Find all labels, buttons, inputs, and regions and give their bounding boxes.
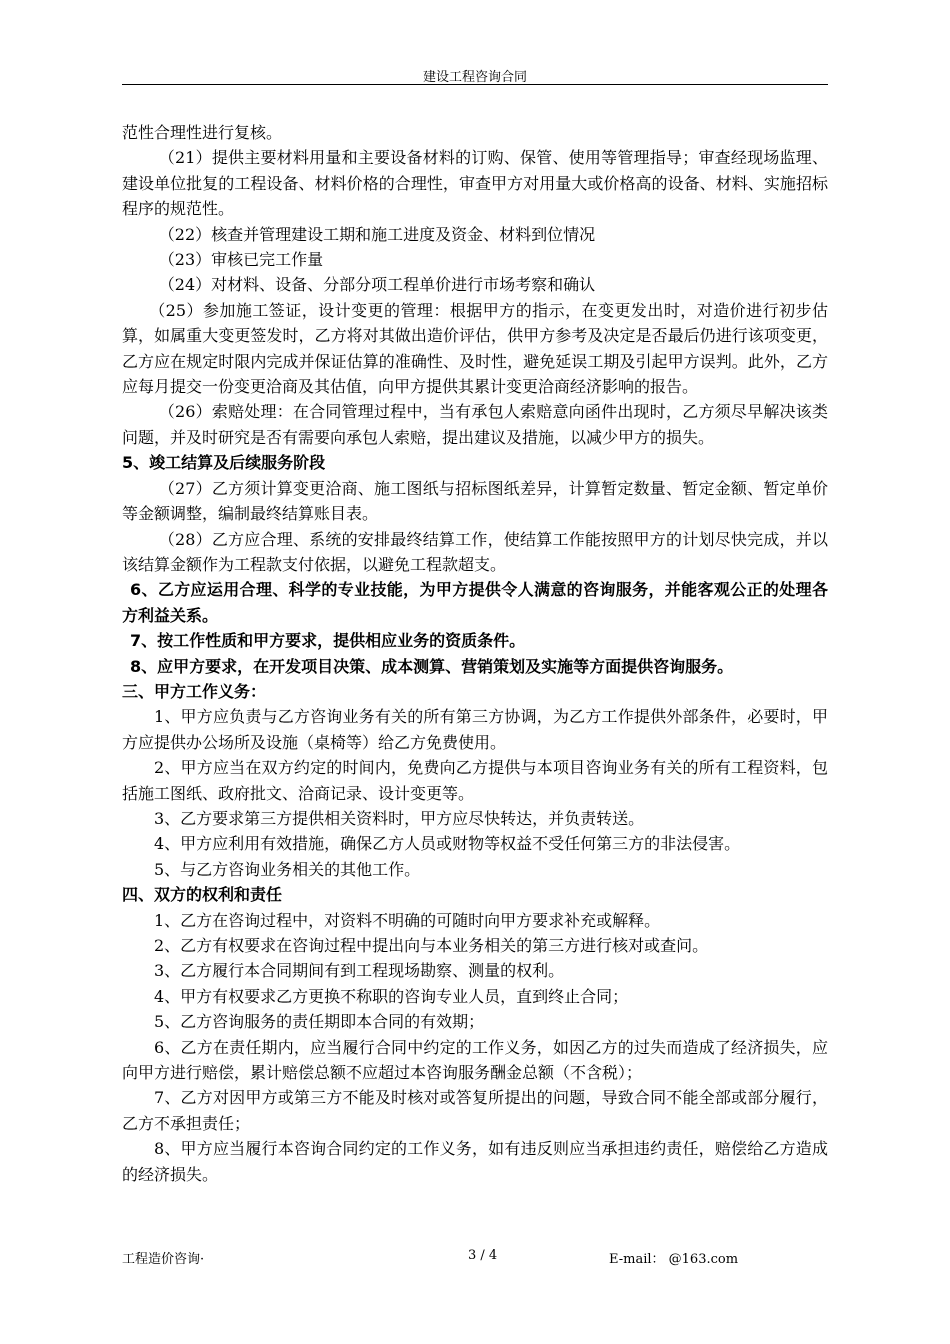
paragraph: （21）提供主要材料用量和主要设备材料的订购、保管、使用等管理指导；审查经现场监理、建设单位批复的工程设备、材料价格的合理性，审查甲方对用量大或价格高的设备、材料、实施招标程序的规范性。 <box>122 148 828 219</box>
paragraph: 2、甲方应当在双方约定的时间内，免费向乙方提供与本项目咨询业务有关的所有工程资料，包括施工图纸、政府批文、洽商记录、设计变更等。 <box>122 758 828 803</box>
bold-clause: 6、乙方应运用合理、科学的专业技能，为甲方提供令人满意的咨询服务，并能客观公正的处理各方利益关系。 <box>122 580 828 625</box>
paragraph: （22）核查并管理建设工期和施工进度及资金、材料到位情况 <box>158 224 596 244</box>
header-divider <box>122 84 828 85</box>
paragraph: 4、甲方有权要求乙方更换不称职的咨询专业人员，直到终止合同； <box>154 986 629 1006</box>
paragraph: （25）参加施工签证，设计变更的管理：根据甲方的指示，在变更发出时，对造价进行初步估算，如属重大变更签发时，乙方将对其做出造价评估，供甲方参考及决定是否最后仍进行该项变更，乙方应在规定时限内完成并保证估算的准确性、及时性，避免延误工期及引起甲方误判。此外，乙方应每月提交一份变更洽商及其估值，向甲方提供其累计变更洽商经济影响的报告。 <box>122 300 828 397</box>
footer-left-text: 工程造价咨询· <box>122 1252 205 1267</box>
paragraph: 5、与乙方咨询业务相关的其他工作。 <box>154 859 421 879</box>
paragraph: 3、乙方履行本合同期间有到工程现场勘察、测量的权利。 <box>154 961 565 981</box>
page-header: 建设工程咨询合同 <box>422 70 527 85</box>
paragraph: 7、乙方对因甲方或第三方不能及时核对或答复所提出的问题，导致合同不能全部或部分履行，乙方不承担责任； <box>122 1088 828 1133</box>
paragraph: （28）乙方应合理、系统的安排最终结算工作，使结算工作能按照甲方的计划尽快完成，并以该结算金额作为工程款支付依据，以避免工程款超支。 <box>122 529 828 574</box>
bold-clause: 8、应甲方要求，在开发项目决策、成本测算、营销策划及实施等方面提供咨询服务。 <box>130 656 734 676</box>
paragraph: 5、乙方咨询服务的责任期即本合同的有效期； <box>154 1012 485 1032</box>
paragraph: （27）乙方须计算变更洽商、施工图纸与招标图纸差异，计算暂定数量、暂定金额、暂定单价等金额调整，编制最终结算账目表。 <box>122 478 828 524</box>
paragraph: （24）对材料、设备、分部分项工程单价进行市场考察和确认 <box>158 275 596 295</box>
paragraph: （23）审核已完工作量 <box>158 250 324 270</box>
paragraph: 1、乙方在咨询过程中，对资料不明确的可随时向甲方要求补充或解释。 <box>154 910 661 930</box>
paragraph: 3、乙方要求第三方提供相关资料时，甲方应尽快转达，并负责转送。 <box>154 808 645 828</box>
page-number: 3 / 4 <box>468 1248 498 1263</box>
paragraph: 4、甲方应利用有效措施，确保乙方人员或财物等权益不受任何第三方的非法侵害。 <box>154 834 741 854</box>
paragraph: 1、甲方应负责与乙方咨询业务有关的所有第三方协调，为乙方工作提供外部条件，必要时，甲方应提供办公场所及设施（桌椅等）给乙方免费使用。 <box>122 707 828 752</box>
paragraph: （26）索赔处理：在合同管理过程中，当有承包人索赔意向函件出现时，乙方须尽早解决该类问题，并及时研究是否有需要向承包人索赔，提出建议及措施，以减少甲方的损失。 <box>122 402 828 447</box>
paragraph: 8、甲方应当履行本咨询合同约定的工作义务，如有违反则应当承担违约责任，赔偿给乙方造成的经济损失。 <box>122 1139 828 1184</box>
bold-clause: 7、按工作性质和甲方要求，提供相应业务的资质条件。 <box>130 631 526 651</box>
section-heading: 四、双方的权利和责任 <box>122 885 283 905</box>
footer-email: E-mail： @163.com <box>609 1252 739 1267</box>
paragraph: 范性合理性进行复核。 <box>122 123 283 142</box>
section-heading: 5、竣工结算及后续服务阶段 <box>122 453 326 473</box>
paragraph: 6、乙方在责任期内，应当履行合同中约定的工作义务，如因乙方的过失而造成了经济损失，应向甲方进行赔偿，累计赔偿总额不应超过本咨询服务酬金总额（不含税）； <box>122 1037 828 1083</box>
document-body <box>122 120 828 1187</box>
paragraph: 2、乙方有权要求在咨询过程中提出向与本业务相关的第三方进行核对或查问。 <box>154 936 709 955</box>
section-heading: 三、甲方工作义务： <box>122 681 267 701</box>
